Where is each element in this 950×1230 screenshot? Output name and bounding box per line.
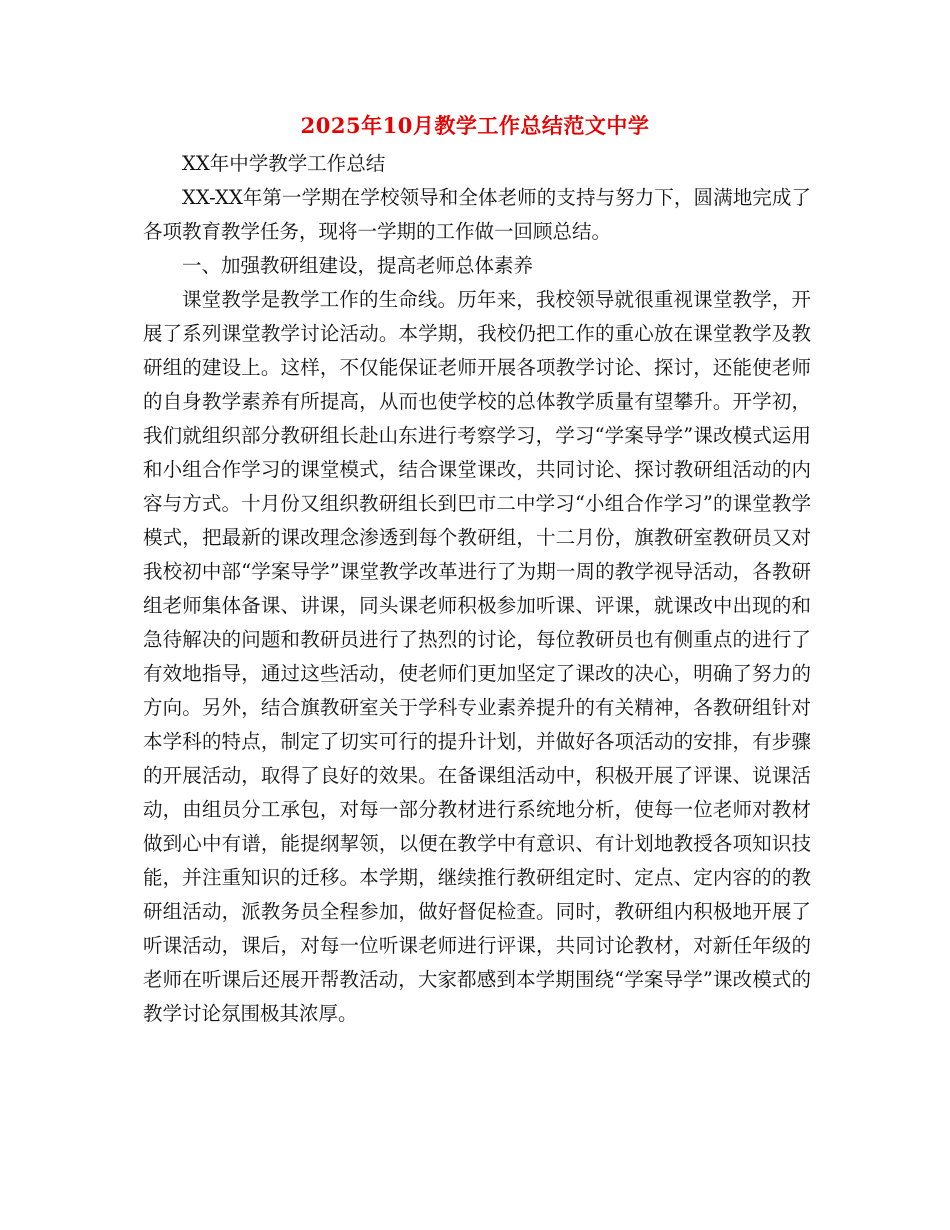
document-title: 2025年10月教学工作总结范文中学	[300, 113, 650, 138]
paragraph-subtitle: XX年中学教学工作总结	[182, 152, 386, 175]
paragraph-intro: XX-XX年第一学期在学校领导和全体老师的支持与努力下，圆满地完成了各项教育教学任务，现将一学期的工作做一回顾总结。	[143, 186, 811, 243]
section-heading: 一、加强教研组建设，提高老师总体素养	[182, 254, 534, 277]
paragraph-body: 课堂教学是教学工作的生命线。历年来，我校领导就很重视课堂教学，开展了系列课堂教学讨论活动。本学期，我校仍把工作的重心放在课堂教学及教研组的建设上。这样，不仅能保证老师开展各项教学讨论、探讨，还能使老师的自身教学素养有所提高，从而也使学校的总体教学质量有望攀升。开学初，我们就组织部分教研组长赴山东进行考察学习，学习“学案导学”课改模式运用和小组合作学习的课堂模式，结合课堂课改，共同讨论、探讨教研组活动的内容与方式。十月份又组织教研组长到巴市二中学习“小组合作学习”的课堂教学模式，把最新的课改理念渗透到每个教研组，十二月份，旗教研室教研员又对我校初中部“学案导学”课堂教学改革进行了为期一周的教学视导活动，各教研组老师集体备课、讲课，同头课老师积极参加听课、评课，就课改中出现的和急待解决的问题和教研员进行了热烈的讨论，每位教研员也有侧重点的进行了有效地指导，通过这些活动，使老师们更加坚定了课改的决心，明确了努力的方向。另外，结合旗教研室关于学科专业素养提升的有关精神，各教研组针对本学科的特点，制定了切实可行的提升计划，并做好各项活动的安排，有步骤的开展活动，取得了良好的效果。在备课组活动中，积极开展了评课、说课活动，由组员分工承包，对每一部分教材进行系统地分析，使每一位老师对教材做到心中有谱，能提纲挈领，以便在教学中有意识、有计划地教授各项知识技能，并注重知识的迁移。本学期，继续推行教研组定时、定点、定内容的的教研组活动，派教务员全程参加，做好督促检查。同时，教研组内积极地开展了听课活动，课后，对每一位听课老师进行评课，共同讨论教材，对新任年级的老师在听课后还展开帮教活动，大家都感到本学期围绕“学案导学”课改模式的教学讨论氛围极其浓厚。	[143, 288, 811, 1025]
document-body	[143, 147, 811, 1031]
